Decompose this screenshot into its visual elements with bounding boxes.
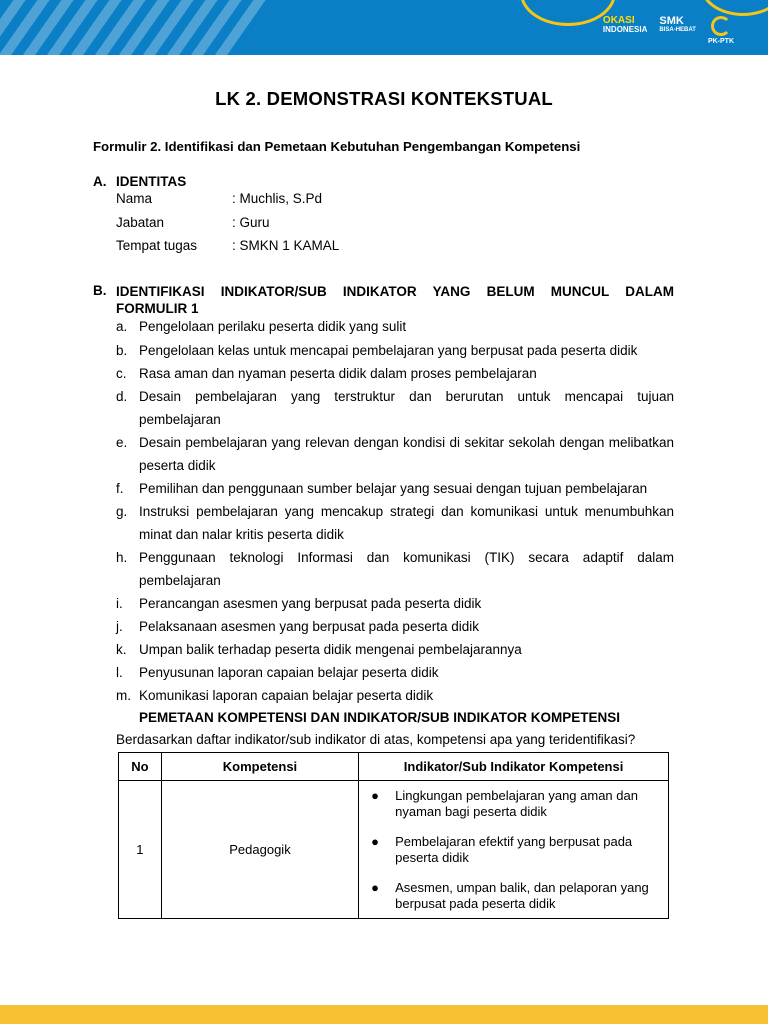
form-title: Formulir 2. Identifikasi dan Pemetaan Kebutuhan Pengembangan Kompetensi — [93, 139, 581, 154]
indicator-text: Pembelajaran efektif yang berpusat pada peserta didik — [395, 834, 633, 865]
okasi-logo: OKASI INDONESIA — [602, 15, 648, 34]
competency-table — [118, 752, 669, 919]
smk-logo: SMK BISA-HEBAT — [659, 15, 696, 33]
section-c-heading: PEMETAAN KOMPETENSI DAN INDIKATOR/SUB INDIKATOR KOMPETENSI — [139, 710, 621, 725]
indicator-text: Lingkungan pembelajaran yang aman dan nyaman bagi peserta didik — [395, 788, 638, 819]
list-item-text: Pemilihan dan penggunaan sumber belajar yang sesuai dengan tujuan pembelajaran — [139, 481, 648, 496]
identity-label: Tempat tugas — [116, 238, 198, 253]
list-item-text: Komunikasi laporan capaian belajar peserta didik — [139, 688, 434, 703]
list-item — [116, 684, 674, 707]
list-item-letter: f. — [116, 481, 124, 496]
list-item-letter: g. — [116, 504, 128, 519]
list-item-text: Desain pembelajaran yang terstruktur dan berurutan untuk mencapai tujuan pembelajaran — [139, 389, 674, 427]
table-row — [119, 781, 669, 919]
list-item-letter: a. — [116, 319, 128, 334]
list-item — [116, 362, 674, 385]
section-c-intro: Berdasarkan daftar indikator/sub indikator di atas, kompetensi apa yang teridentifikasi? — [116, 732, 636, 747]
list-item-text: Penyusunan laporan capaian belajar peserta didik — [139, 665, 439, 680]
list-item-text: Penggunaan teknologi Informasi dan komunikasi (TIK) secara adaptif dalam pembelajaran — [139, 550, 674, 588]
list-item-text: Umpan balik terhadap peserta didik mengenai pembelajarannya — [139, 642, 522, 657]
list-item — [116, 661, 674, 684]
identity-row-nama — [116, 191, 322, 206]
list-item-letter: j. — [116, 619, 123, 634]
cell-no: 1 — [119, 781, 162, 919]
list-item — [116, 477, 674, 500]
identity-value: : SMKN 1 KAMAL — [232, 238, 340, 253]
identity-row-jabatan — [116, 215, 270, 230]
list-item — [116, 339, 674, 362]
table-header-row — [119, 753, 669, 781]
list-item-letter: c. — [116, 366, 127, 381]
identity-value: : Guru — [232, 215, 270, 230]
indicator-item — [369, 834, 662, 866]
section-b-heading-line1: IDENTIFIKASI INDIKATOR/SUB INDIKATOR YANG BELUM MUNCUL DALAM — [116, 284, 674, 299]
list-item — [116, 315, 674, 338]
indicator-item — [369, 880, 662, 912]
section-b-letter: B. — [93, 283, 107, 298]
list-item-text: Pengelolaan perilaku peserta didik yang sulit — [139, 319, 407, 334]
list-item-letter: m. — [116, 688, 131, 703]
list-item — [116, 385, 674, 431]
list-item-text: Rasa aman dan nyaman peserta didik dalam proses pembelajaran — [139, 366, 537, 381]
list-item-letter: b. — [116, 343, 128, 358]
list-item — [116, 615, 674, 638]
list-item-letter: e. — [116, 435, 128, 450]
identity-value: : Muchlis, S.Pd — [232, 191, 323, 206]
column-header-indikator: Indikator/Sub Indikator Kompetensi — [359, 753, 669, 781]
bullet-icon: ● — [371, 788, 379, 803]
list-item-letter: d. — [116, 389, 128, 404]
page-title: LK 2. DEMONSTRASI KONTEKSTUAL — [215, 88, 553, 109]
identity-row-tempat-tugas — [116, 238, 339, 253]
identity-label: Jabatan — [116, 215, 165, 230]
banner-arc-decoration — [520, 0, 616, 26]
identity-label: Nama — [116, 191, 153, 206]
banner-arc-decoration — [700, 0, 768, 16]
header-logos — [603, 16, 734, 46]
bullet-icon: ● — [371, 834, 379, 849]
list-item-text: Perancangan asesmen yang berpusat pada peserta didik — [139, 596, 482, 611]
list-item — [116, 638, 674, 661]
list-item-letter: h. — [116, 550, 128, 565]
pk-ptk-emblem-icon — [711, 16, 731, 36]
list-item — [116, 431, 674, 477]
list-item — [116, 546, 674, 592]
pk-ptk-logo: PK-PTK — [708, 16, 734, 45]
section-a-heading: IDENTITAS — [116, 174, 187, 189]
indicator-list — [359, 781, 668, 918]
list-item-text: Pengelolaan kelas untuk mencapai pembelajaran yang berpusat pada peserta didik — [139, 343, 638, 358]
list-item — [116, 500, 674, 546]
header-banner — [0, 0, 768, 55]
list-item-letter: l. — [116, 665, 123, 680]
list-item-text: Desain pembelajaran yang relevan dengan kondisi di sekitar sekolah dengan melibatkan peserta didik — [139, 435, 674, 473]
list-item-letter: k. — [116, 642, 127, 657]
list-item — [116, 592, 674, 615]
section-a-letter: A. — [93, 174, 107, 189]
list-item-text: Instruksi pembelajaran yang mencakup strategi dan komunikasi untuk menumbuhkan minat dan nalar kritis peserta didik — [139, 504, 674, 542]
section-b-heading-line2: FORMULIR 1 — [116, 301, 199, 316]
cell-indikator — [359, 781, 669, 919]
indicator-item — [369, 788, 662, 820]
column-header-no: No — [119, 753, 162, 781]
footer-bar — [0, 1005, 768, 1024]
section-b-heading — [116, 283, 674, 317]
column-header-kompetensi: Kompetensi — [161, 753, 358, 781]
list-item-letter: i. — [116, 596, 123, 611]
indicator-text: Asesmen, umpan balik, dan pelaporan yang berpusat pada peserta didik — [395, 880, 649, 911]
cell-kompetensi: Pedagogik — [161, 781, 358, 919]
list-item-text: Pelaksanaan asesmen yang berpusat pada peserta didik — [139, 619, 479, 634]
bullet-icon: ● — [371, 880, 379, 895]
